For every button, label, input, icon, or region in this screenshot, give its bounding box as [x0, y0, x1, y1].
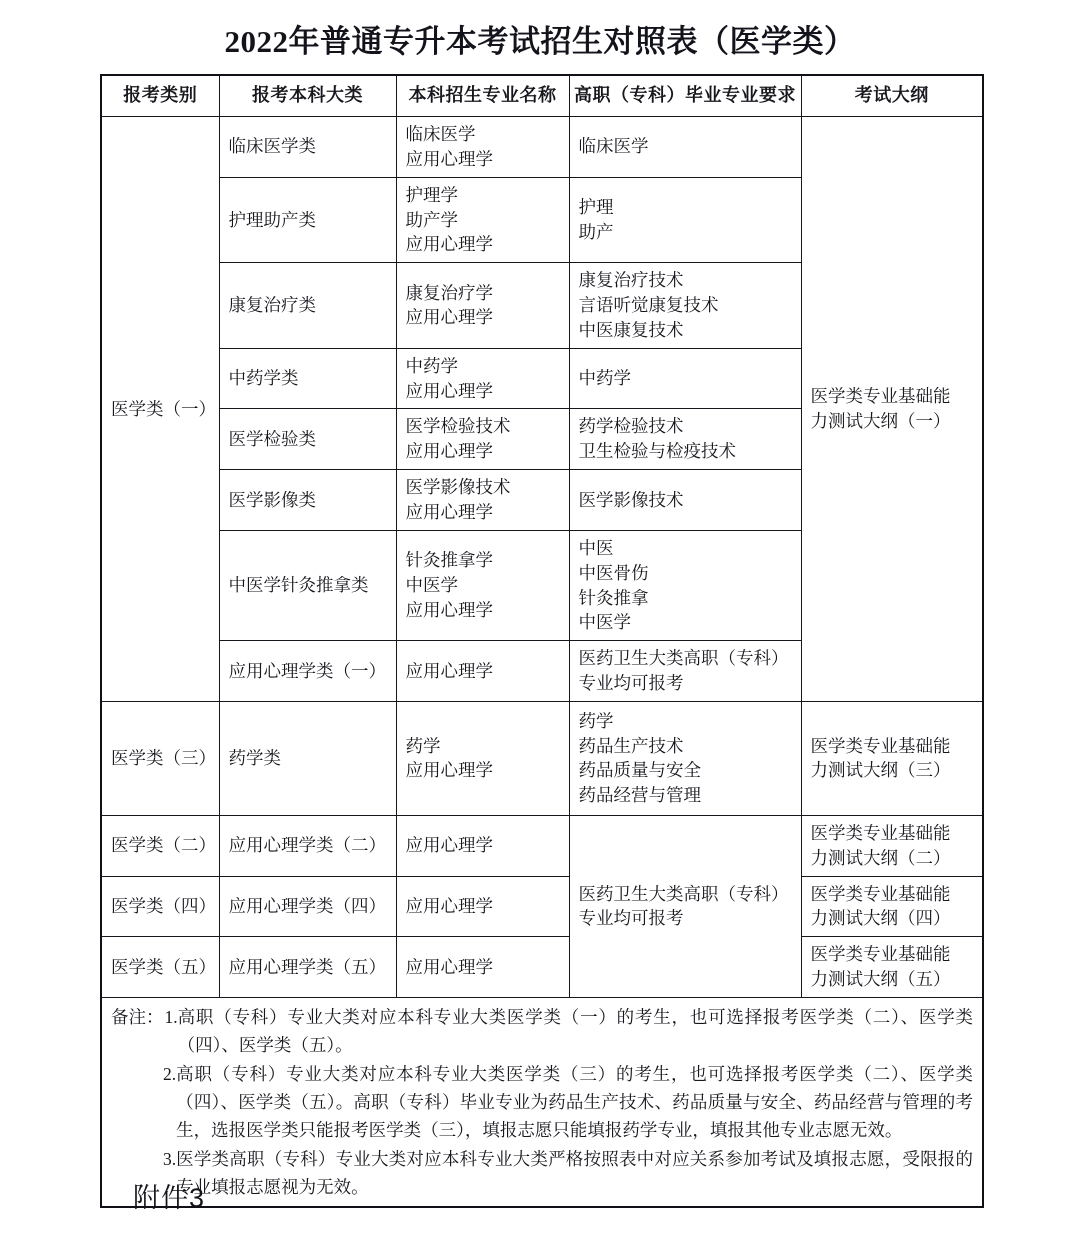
program-name-line: 应用心理学: [405, 441, 493, 462]
cell-vocational-requirement: [569, 263, 801, 349]
note-number: 3.: [163, 1148, 177, 1169]
program-name-line: 应用心理学: [405, 307, 493, 328]
vocational-requirement-line: 药品质量与安全: [578, 760, 701, 781]
program-name-line: 应用心理学: [405, 835, 493, 856]
program-name-line: 应用心理学: [405, 956, 493, 977]
cell-vocational-requirement: [569, 641, 801, 702]
cell-undergraduate-group: 应用心理学类（五）: [219, 937, 396, 998]
cell-exam-syllabus: [801, 876, 983, 937]
cell-vocational-requirement: [569, 470, 801, 531]
cell-undergraduate-group: 药学类: [219, 701, 396, 815]
exam-syllabus: [811, 384, 974, 434]
vocational-requirement-line: 医药卫生大类高职（专科）: [578, 648, 789, 669]
vocational-requirement-line: 言语听觉康复技术: [578, 295, 719, 316]
exam-syllabus: [811, 821, 974, 871]
program-name: [406, 833, 560, 858]
program-name-line: 应用心理学: [405, 501, 493, 522]
cell-undergraduate-group: 应用心理学类（二）: [219, 815, 396, 876]
table-row: [101, 876, 983, 937]
vocational-requirement-line: 专业均可报考: [578, 908, 684, 929]
cell-undergraduate-group: 中药学类: [219, 348, 396, 409]
cell-program-name: [396, 348, 569, 409]
vocational-requirement-line: 专业均可报考: [578, 673, 684, 694]
program-name-line: 助产学: [405, 209, 458, 230]
notes-cell: [101, 997, 983, 1207]
column-header-program-name: 本科招生专业名称: [396, 75, 569, 117]
cell-exam-syllabus: [801, 117, 983, 702]
vocational-requirement-line: 药学检验技术: [578, 416, 684, 437]
vocational-requirement: [579, 195, 792, 245]
cell-undergraduate-group: 康复治疗类: [219, 263, 396, 349]
vocational-requirement-line: 中医骨伤: [578, 562, 649, 583]
program-name: [406, 894, 560, 919]
cell-exam-syllabus: [801, 701, 983, 815]
exam-syllabus-line: 力测试大纲（三）: [810, 760, 951, 781]
vocational-requirement-line: 医药卫生大类高职（专科）: [578, 883, 789, 904]
program-name-line: 针灸推拿学: [405, 550, 493, 571]
program-name-line: 应用心理学: [405, 380, 493, 401]
program-name-line: 康复治疗学: [405, 282, 493, 303]
exam-syllabus-line: 力测试大纲（五）: [810, 969, 951, 990]
program-name: [406, 548, 560, 623]
cell-program-name: [396, 876, 569, 937]
cell-exam-syllabus: [801, 815, 983, 876]
vocational-requirement: [579, 268, 792, 343]
cell-vocational-requirement: [569, 815, 801, 997]
exam-syllabus-line: 医学类专业基础能: [810, 883, 951, 904]
program-name-line: 护理学: [405, 184, 458, 205]
vocational-requirement-line: 药品生产技术: [578, 735, 684, 756]
program-name-line: 应用心理学: [405, 599, 493, 620]
program-name: [406, 122, 560, 172]
program-name-line: 医学影像技术: [405, 477, 511, 498]
program-name: [406, 281, 560, 331]
cell-program-name: [396, 937, 569, 998]
program-name-line: 应用心理学: [405, 148, 493, 169]
cell-category: 医学类（三）: [101, 701, 219, 815]
note-item: [163, 1145, 973, 1202]
exam-syllabus-line: 医学类专业基础能: [810, 944, 951, 965]
cell-program-name: [396, 409, 569, 470]
vocational-requirement: [579, 709, 792, 808]
vocational-requirement: [579, 536, 792, 635]
vocational-requirement-line: 卫生检验与检疫技术: [578, 441, 736, 462]
vocational-requirement: [579, 488, 792, 513]
cell-exam-syllabus: [801, 937, 983, 998]
cell-undergraduate-group: 医学影像类: [219, 470, 396, 531]
note-text: 医学类高职（专科）专业大类对应本科专业大类严格按照表中对应关系参加考试及填报志愿，受限报的专业填报志愿视为无效。: [176, 1148, 973, 1197]
cell-vocational-requirement: [569, 530, 801, 640]
note-number: 1.: [164, 1006, 178, 1027]
program-name-line: 应用心理学: [405, 760, 493, 781]
cell-category: 医学类（一）: [101, 117, 219, 702]
cell-program-name: [396, 117, 569, 178]
exam-syllabus-line: 力测试大纲（四）: [810, 908, 951, 929]
cell-category: 医学类（四）: [101, 876, 219, 937]
cell-program-name: [396, 641, 569, 702]
note-item: [163, 1060, 973, 1145]
vocational-requirement-line: 医学影像技术: [578, 489, 684, 510]
vocational-requirement: [579, 134, 792, 159]
exam-syllabus: [811, 734, 974, 784]
cell-vocational-requirement: [569, 409, 801, 470]
cell-program-name: [396, 815, 569, 876]
cell-undergraduate-group: 医学检验类: [219, 409, 396, 470]
admissions-comparison-table: [100, 74, 984, 1208]
admissions-comparison-table-container: [100, 74, 982, 1208]
exam-syllabus-line: 医学类专业基础能: [810, 822, 951, 843]
vocational-requirement-line: 针灸推拿: [578, 587, 649, 608]
cell-program-name: [396, 701, 569, 815]
program-name-line: 中医学: [405, 575, 458, 596]
page-title: 2022年普通专升本考试招生对照表（医学类）: [224, 24, 856, 59]
cell-undergraduate-group: 护理助产类: [219, 177, 396, 263]
program-name: [406, 183, 560, 258]
vocational-requirement-line: 中药学: [578, 368, 631, 389]
table-header-row: [101, 75, 983, 117]
program-name-line: 应用心理学: [405, 234, 493, 255]
vocational-requirement-line: 助产: [578, 221, 614, 242]
cell-program-name: [396, 177, 569, 263]
program-name-line: 药学: [405, 735, 441, 756]
cell-undergraduate-group: 中医学针灸推拿类: [219, 530, 396, 640]
vocational-requirement: [579, 414, 792, 464]
vocational-requirement-line: 临床医学: [578, 136, 649, 157]
program-name-line: 医学检验技术: [405, 416, 511, 437]
cell-undergraduate-group: 应用心理学类（一）: [219, 641, 396, 702]
vocational-requirement-line: 中医学: [578, 612, 631, 633]
vocational-requirement-line: 药品经营与管理: [578, 785, 701, 806]
note-item: [111, 1003, 973, 1060]
table-body: [101, 117, 983, 1208]
program-name: [406, 354, 560, 404]
exam-syllabus-line: 力测试大纲（二）: [810, 847, 951, 868]
vocational-requirement-line: 康复治疗技术: [578, 270, 684, 291]
program-name-line: 中药学: [405, 355, 458, 376]
cell-category: 医学类（五）: [101, 937, 219, 998]
cell-category: 医学类（二）: [101, 815, 219, 876]
program-name-line: 应用心理学: [405, 660, 493, 681]
exam-syllabus-line: 医学类专业基础能: [810, 386, 951, 407]
note-number: 2.: [163, 1063, 177, 1084]
table-row: [101, 701, 983, 815]
program-name: [406, 659, 560, 684]
program-name: [406, 414, 560, 464]
exam-syllabus-line: 医学类专业基础能: [810, 735, 951, 756]
cell-program-name: [396, 263, 569, 349]
cell-vocational-requirement: [569, 177, 801, 263]
program-name: [406, 475, 560, 525]
cell-program-name: [396, 470, 569, 531]
cell-undergraduate-group: 临床医学类: [219, 117, 396, 178]
cell-program-name: [396, 530, 569, 640]
column-header-exam-syllabus: 考试大纲: [801, 75, 983, 117]
cell-vocational-requirement: [569, 348, 801, 409]
cell-vocational-requirement: [569, 117, 801, 178]
notes-row: [101, 997, 983, 1207]
cell-vocational-requirement: [569, 701, 801, 815]
table-row: [101, 937, 983, 998]
notes-label: 备注：: [111, 1006, 164, 1027]
vocational-requirement: [579, 366, 792, 391]
vocational-requirement-line: 中医康复技术: [578, 319, 684, 340]
table-header: [101, 75, 983, 117]
column-header-undergraduate-group: 报考本科大类: [219, 75, 396, 117]
vocational-requirement: [579, 646, 792, 696]
table-row: [101, 117, 983, 178]
column-header-category: 报考类别: [101, 75, 219, 117]
exam-syllabus: [811, 882, 974, 932]
program-name-line: 临床医学: [405, 124, 476, 144]
cell-undergraduate-group: 应用心理学类（四）: [219, 876, 396, 937]
note-text: 高职（专科）专业大类对应本科专业大类医学类（三）的考生，也可选择报考医学类（二）、医学类（四）、医学类（五）。高职（专科）毕业专业为药品生产技术、药品质量与安全、药品经营与管理的考生，选报医学类只能报考医学类（三），填报志愿只能填报药学专业，填报其他专业志愿无效。: [176, 1063, 973, 1141]
program-name-line: 应用心理学: [405, 895, 493, 916]
program-name: [406, 734, 560, 784]
attachment-label: 附件3: [133, 1183, 206, 1213]
column-header-vocational-requirement: 高职（专科）毕业专业要求: [569, 75, 801, 117]
table-row: [101, 815, 983, 876]
exam-syllabus: [811, 942, 974, 992]
vocational-requirement-line: 护理: [578, 197, 614, 218]
note-text: 高职（专科）专业大类对应本科专业大类医学类（一）的考生，也可选择报考医学类（二）、医学类（四）、医学类（五）。: [177, 1006, 973, 1056]
program-name: [406, 955, 560, 980]
vocational-requirement-line: 药学: [578, 710, 614, 731]
vocational-requirement-line: 中医: [578, 537, 614, 558]
vocational-requirement: [579, 882, 792, 932]
exam-syllabus-line: 力测试大纲（一）: [810, 410, 951, 431]
